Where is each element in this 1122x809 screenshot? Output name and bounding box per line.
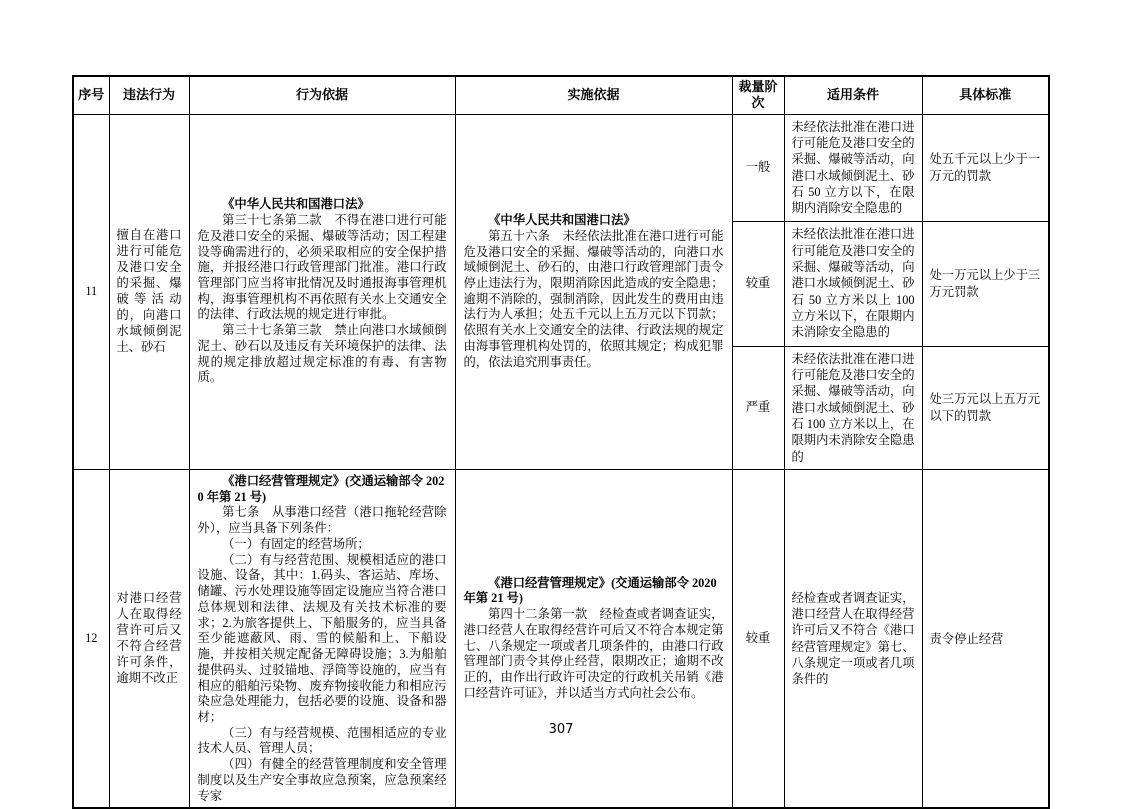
law-paragraph: 第五十六条 未经依法批准在港口进行可能危及港口安全的采掘、爆破等活动的，向港口水域倾倒泥土、砂石的，由港口行政管理部门责令停止违法行为，限期消除因此造成的安全隐患；逾期不消除的，强制消除，因此发生的费用由违法行为人承担；处五千元以上五万元以下罚款；依照有关水上交通安全的法律、行政法规的规定由海事管理机构处罚的，依照其规定；构成犯罪的，依法追究刑事责任。 <box>463 228 724 369</box>
law-title: 《中华人民共和国港口法》 <box>488 213 636 228</box>
table-row-11-tier-general <box>73 114 1049 221</box>
discretion-tier-cell: 一般 <box>732 114 784 221</box>
law-paragraph: 第四十二条第一款 经检查或者调查证实，港口经营人在取得经营许可后又不符合本规定第七、八条规定一项或者几项条件的，由港口行政管理部门责令其停止经营，限期改正；逾期不改正的，由作出行政许可决定的行政机关吊销《港口经营许可证》，并以适当方式向社会公布。 <box>463 607 724 700</box>
discretion-tier-cell: 较重 <box>732 469 784 808</box>
column-header-illegal-behavior: 违法行为 <box>109 76 189 114</box>
row-number: 12 <box>73 469 109 808</box>
law-paragraph: 第七条 从事港口经营（港口拖轮经营除外），应当具备下列条件： <box>197 505 447 536</box>
law-paragraph: （二）有与经营范围、规模相适应的港口设施、设备，其中：1.码头、客运站、库场、储罐、污水处理设施等固定设施应当符合港口总体规划和法律、法规及有关技术标准的要求；2.为旅客提供上、下船服务的，应当具备至少能遮蔽风、雨、雪的候船和上、下船设施，并按相关规定配备无障碍设施；3.为船舶提供码头、过驳锚地、浮筒等设施的，应当有相应的船舶污染物、废弃物接收能力和相应污染应急处理能力，包括必要的设施、设备和器材； <box>197 552 447 724</box>
specific-standard-cell: 责令停止经营 <box>922 469 1049 808</box>
table-header-row <box>73 76 1049 114</box>
implementation-basis-cell <box>455 114 732 469</box>
applicable-condition-cell: 经检查或者调查证实，港口经营人在取得经营许可后又不符合《港口经营管理规定》第七、八条规定一项或者几项条件的 <box>784 469 922 808</box>
law-paragraph: （四）有健全的经营管理制度和安全管理制度以及生产安全事故应急预案，应急预案经专家 <box>197 757 447 803</box>
table-row-12 <box>73 469 1049 808</box>
law-title: 《港口经营管理规定》(交通运输部令 2020 年第 21 号) <box>197 473 445 504</box>
implementation-basis-cell <box>455 469 732 808</box>
law-paragraph: 第三十七条第二款 不得在港口进行可能危及港口安全的采掘、爆破等活动；因工程建设等确需进行的，必须采取相应的安全保护措施，并报经港口行政管理部门批准。港口行政管理部门应当将审批情况及时通报海事管理机构，海事管理机构不再依照有关水上交通安全的法律、行政法规的规定进行审批。 <box>197 213 447 322</box>
discretion-tier-cell: 严重 <box>732 346 784 469</box>
applicable-condition-cell: 未经依法批准在港口进行可能危及港口安全的采掘、爆破等活动，向港口水域倾倒泥土、砂石 100 立方米以上，在限期内未消除安全隐患的 <box>784 346 922 469</box>
law-title: 《中华人民共和国港口法》 <box>222 197 370 212</box>
applicable-condition-cell: 未经依法批准在港口进行可能危及港口安全的采掘、爆破等活动，向港口水域倾倒泥土、砂石 50 立方米以上 100 立方米以下，在限期内未消除安全隐患的 <box>784 221 922 346</box>
behavior-basis-cell <box>189 469 455 808</box>
column-header-specific-standard: 具体标准 <box>922 76 1049 114</box>
law-title: 《港口经营管理规定》(交通运输部令 2020 年第 21 号) <box>463 575 717 606</box>
applicable-condition-cell: 未经依法批准在港口进行可能危及港口安全的采掘、爆破等活动，向港口水域倾倒泥土、砂石 50 立方以下，在限期内消除安全隐患的 <box>784 114 922 221</box>
specific-standard-cell: 处五千元以上少于一万元的罚款 <box>922 114 1049 221</box>
column-header-discretion-tier: 裁量阶次 <box>732 76 784 114</box>
column-header-behavior-basis: 行为依据 <box>189 76 455 114</box>
regulation-table-container <box>72 75 1048 809</box>
illegal-behavior-cell: 擅自在港口进行可能危及港口安全的采掘、爆破等活动的，向港口水域倾倒泥土、砂石 <box>109 114 189 469</box>
specific-standard-cell: 处三万元以上五万元以下的罚款 <box>922 346 1049 469</box>
behavior-basis-cell <box>189 114 455 469</box>
regulation-table <box>72 75 1050 809</box>
row-number: 11 <box>73 114 109 469</box>
specific-standard-cell: 处一万元以上少于三万元罚款 <box>922 221 1049 346</box>
illegal-behavior-cell: 对港口经营人在取得经营许可后又不符合经营许可条件，逾期不改正 <box>109 469 189 808</box>
column-header-number: 序号 <box>73 76 109 114</box>
page-number: 307 <box>548 722 574 737</box>
law-paragraph: （三）有与经营规模、范围相适应的专业技术人员、管理人员； <box>197 725 447 756</box>
column-header-implementation-basis: 实施依据 <box>455 76 732 114</box>
law-paragraph: （一）有固定的经营场所； <box>222 536 370 551</box>
law-paragraph: 第三十七条第三款 禁止向港口水域倾倒泥土、砂石以及违反有关环境保护的法律、法规的规定排放超过规定标准的有毒、有害物质。 <box>197 323 447 385</box>
column-header-applicable-conditions: 适用条件 <box>784 76 922 114</box>
discretion-tier-cell: 较重 <box>732 221 784 346</box>
